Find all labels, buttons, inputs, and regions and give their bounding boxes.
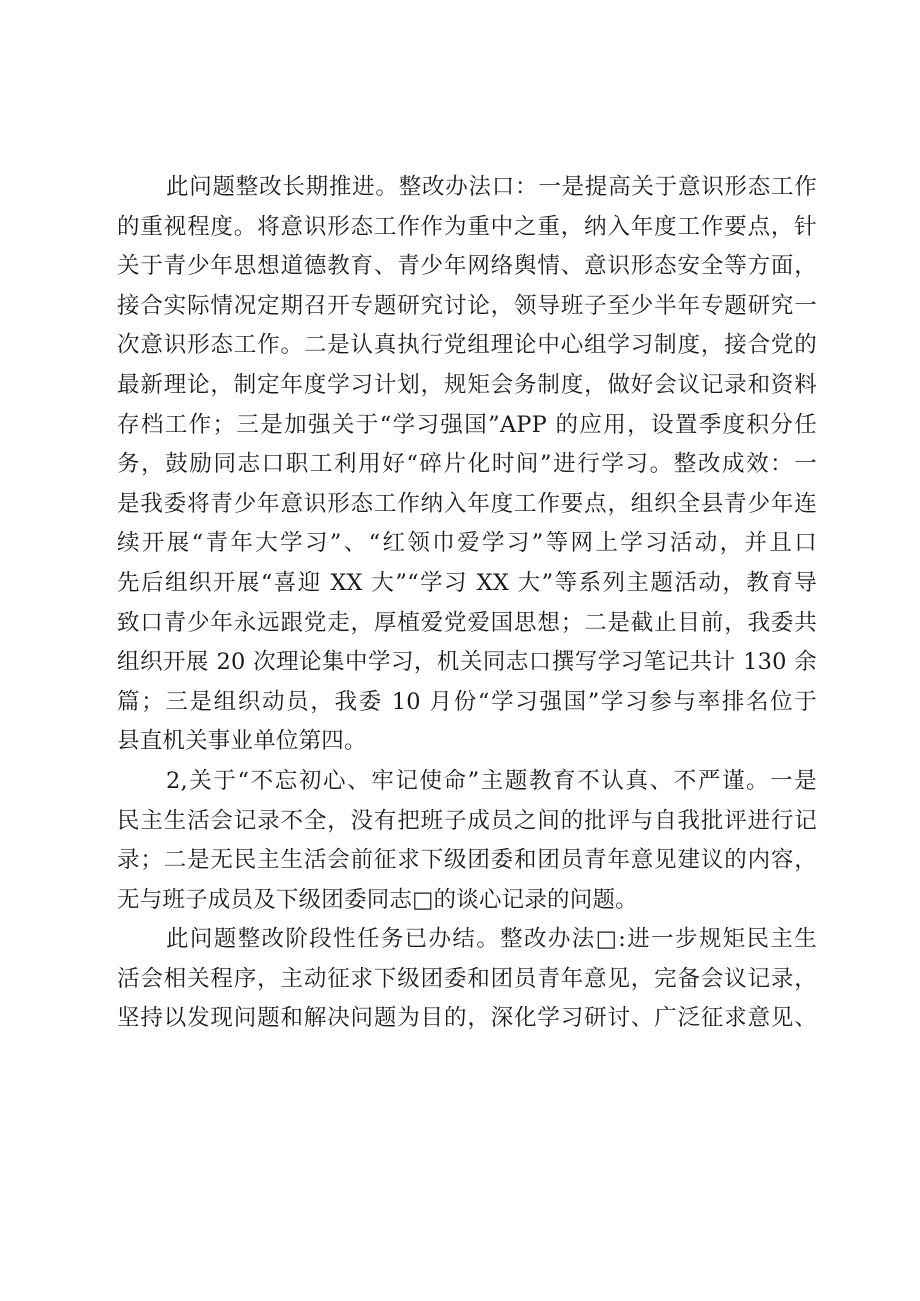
text-line: 组织开展 20 次理论集中学习，机关同志口撰写学习笔记共计 130 余 <box>117 649 817 676</box>
text-line: 先后组织开展“喜迎 XX 大”“学习 XX 大”等系列主题活动，教育导 <box>117 569 817 596</box>
text-line: 次意识形态工作。二是认真执行党组理论中心组学习制度，接合党的 <box>117 332 817 359</box>
text-line: 此问题整改长期推进。整改办法口：一是提高关于意识形态工作 <box>166 174 817 200</box>
text-line: 最新理论，制定年度学习计划，规矩会务制度，做好会议记录和资料 <box>117 371 817 398</box>
paragraph-rectification-meeting <box>117 920 817 1039</box>
text-line: 民主生活会记录不全，没有把班子成员之间的批评与自我批评进行记 <box>117 807 817 834</box>
text-line: 无与班子成员及下级团委同志□的谈心记录的问题。 <box>117 886 638 913</box>
text-line: 县直机关事业单位第四。 <box>117 728 367 755</box>
text-line: 续开展“青年大学习”、“红领巾爱学习”等网上学习活动，并且口 <box>117 530 817 557</box>
text-line: 致口青少年永远跟党走，厚植爱党爱国思想；二是截止目前，我委共 <box>117 609 817 636</box>
document-body <box>117 168 817 1039</box>
text-line: 存档工作；三是加强关于“学习强国”APP 的应用，设置季度积分任 <box>117 411 817 438</box>
text-line: 录；二是无民主生活会前征求下级团委和团员青年意见建议的内容， <box>117 847 817 874</box>
text-line: 关于青少年思想道德教育、青少年网络舆情、意识形态安全等方面， <box>117 253 817 280</box>
text-line: 坚持以发现问题和解决问题为目的，深化学习研讨、广泛征求意见、 <box>117 1005 817 1032</box>
text-line: 活会相关程序，主动征求下级团委和团员青年意见，完备会议记录， <box>117 965 817 992</box>
text-line: 务，鼓励同志口职工利用好“碎片化时间”进行学习。整改成效：一 <box>117 451 817 478</box>
text-line: 的重视程度。将意识形态工作作为重中之重，纳入年度工作要点，针 <box>117 213 817 240</box>
text-line: 是我委将青少年意识形态工作纳入年度工作要点，组织全县青少年连 <box>117 490 817 517</box>
text-line: 2,关于“不忘初心、牢记使命”主题教育不认真、不严谨。一是 <box>166 767 817 794</box>
text-line: 接合实际情况定期召开专题研究讨论，领导班子至少半年专题研究一 <box>117 292 817 319</box>
text-line: 篇；三是组织动员，我委 10 月份“学习强国”学习参与率排名位于 <box>117 688 817 715</box>
paragraph-issue-education <box>117 762 817 920</box>
text-line: 此问题整改阶段性任务已办结。整改办法□:进一步规矩民主生 <box>166 926 817 953</box>
paragraph-rectification-ideology <box>117 168 817 762</box>
